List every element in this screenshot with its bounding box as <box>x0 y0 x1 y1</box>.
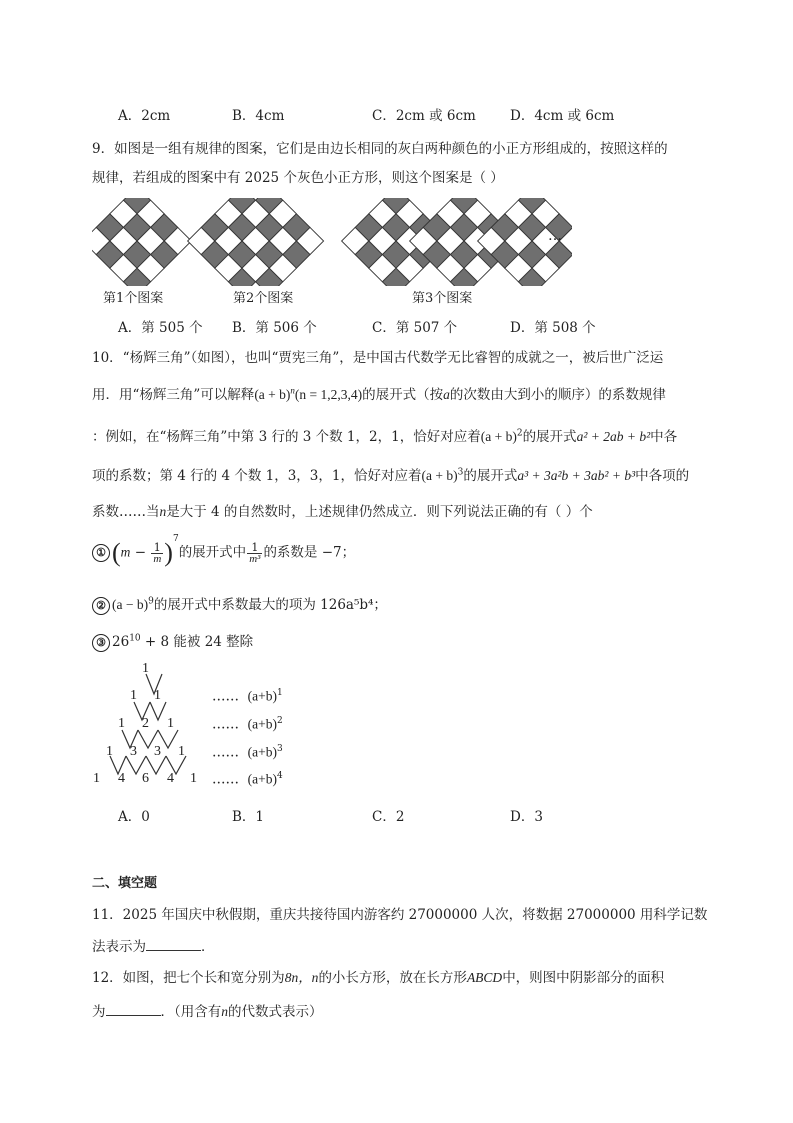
triangle-row2-n2: 1 <box>154 688 161 703</box>
section-title-fill-in: 二、填空题 <box>92 875 158 890</box>
triangle-row4-n2: 3 <box>130 744 137 759</box>
q10-statement-1: ① (m − $\frac{1}{m}$ )$^7$的展开式中 $\frac{1}{\text{m³}}$ 的系数是 −7； <box>92 538 355 568</box>
circled-number-1: ① <box>92 544 110 562</box>
q11-answer-blank[interactable] <box>146 938 201 951</box>
triangle-row3-n2: 2 <box>142 716 149 731</box>
ellipsis: … <box>548 228 562 244</box>
triangle-row4-n3: 3 <box>154 744 161 759</box>
triangle-row2-n1: 1 <box>130 688 137 703</box>
triangle-row5-n2: 4 <box>118 771 125 786</box>
triangle-label-2: …… $(a+b)^2$ <box>212 716 283 733</box>
q11-question-line1: 11．2025 年国庆中秋假期，重庆共接待国内游客约 27000000 人次，将数据 27000000 用科学记数 <box>92 907 708 923</box>
q11-question-line2: 法表示为 ． <box>92 939 215 955</box>
q9-option-c: C．第 507 个 <box>372 320 458 336</box>
q10-question-line1: 10．“杨辉三角”（如图），也叫“贾宪三角”，是中国古代数学无比睿智的成就之一，被后世广泛运 <box>92 350 664 366</box>
triangle-row3-n1: 1 <box>118 716 125 731</box>
triangle-row3-n3: 1 <box>167 716 174 731</box>
q10-question-line4: 项的系数；第 4 行的 4 个数 1，3，3，1，恰好对应着$(a + b)^3$的展开式a³ + 3a²b + 3ab² + b³中各项的 <box>92 467 690 484</box>
q8-option-b: B．4cm <box>232 108 285 124</box>
triangle-label-1: …… $(a+b)^1$ <box>212 688 283 705</box>
q12-question-line1: 12．如图，把七个长和宽分别为8n，n的小长方形，放在长方形ABCD中，则图中阴影部分的面积 <box>92 970 665 986</box>
q9-option-b: B．第 506 个 <box>232 320 317 336</box>
q12-answer-blank[interactable] <box>106 1003 161 1016</box>
triangle-row1-n1: 1 <box>142 661 149 676</box>
q9-option-a: A．第 505 个 <box>118 320 203 336</box>
q10-question-line3: ：例如，在“杨辉三角”中第 3 行的 3 个数 1，2，1，恰好对应着$(a + b)^2$的展开式a² + 2ab + b²中各 <box>92 428 678 445</box>
q10-option-c: C．2 <box>372 809 405 825</box>
figure-label-2: 第2个图案 <box>233 291 294 306</box>
q8-option-c: C．2cm 或 6cm <box>372 108 476 124</box>
q10-statement-3: ③ $26^{10} + 8$ 能被 24 整除 <box>92 630 253 652</box>
q9-pattern-figures <box>92 198 572 286</box>
q9-question-line1: 9．如图是一组有规律的图案，它们是由边长相同的灰白两种颜色的小正方形组成的，按照这样的 <box>92 141 668 157</box>
q12-question-line2: 为 ．（用含有n的代数式表示） <box>92 1004 323 1020</box>
q10-question-line2: 用．用“杨辉三角”可以解释$(a + b)^n(n = 1,2,3,4)$的展开式（按a的次数由大到小的顺序）的系数规律 <box>92 385 666 403</box>
triangle-label-3: …… $(a+b)^3$ <box>212 744 283 761</box>
q9-question-line2: 规律，若组成的图案中有 2025 个灰色小正方形，则这个图案是（ ） <box>92 170 504 186</box>
triangle-row5-n5: 1 <box>190 771 197 786</box>
q8-option-d: D．4cm 或 6cm <box>510 108 615 124</box>
q10-option-b: B．1 <box>232 809 265 825</box>
q9-option-d: D．第 508 个 <box>510 320 596 336</box>
circled-number-3: ③ <box>92 634 110 652</box>
q10-option-d: D．3 <box>510 809 543 825</box>
figure-label-1: 第1个图案 <box>103 291 164 306</box>
triangle-row4-n1: 1 <box>106 744 113 759</box>
q10-option-a: A．0 <box>118 809 150 825</box>
triangle-label-4: …… $(a+b)^4$ <box>212 771 283 788</box>
triangle-row5-n1: 1 <box>93 771 100 786</box>
triangle-row5-n4: 4 <box>167 771 174 786</box>
triangle-row4-n4: 1 <box>178 744 185 759</box>
q10-statement-2: ② $(a - b)^9$的展开式中系数最大的项为 126a⁵b⁴； <box>92 593 387 615</box>
circled-number-2: ② <box>92 597 110 615</box>
figure-label-3: 第3个图案 <box>412 291 473 306</box>
q10-question-line5: 系数……当n是大于 4 的自然数时，上述规律仍然成立．则下列说法正确的有（ ）个 <box>92 504 593 520</box>
triangle-row5-n3: 6 <box>142 771 149 786</box>
q8-option-a: A．2cm <box>118 108 171 124</box>
